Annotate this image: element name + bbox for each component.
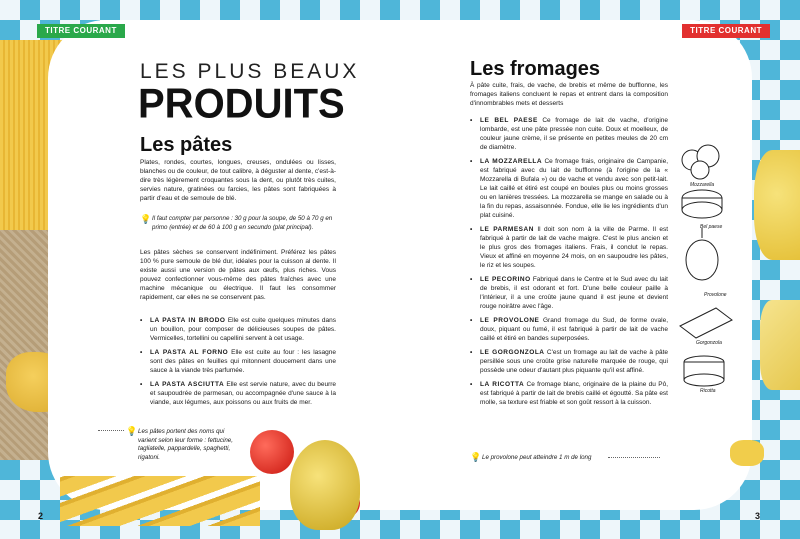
tip-divider — [608, 457, 660, 458]
olive-oil-illustration — [290, 440, 360, 530]
pasta-portion-tip: Il faut compter par personne : 30 g pour la soupe, de 50 à 70 g en primo (entrée) et de 60 à 100 g en secundo (plat principal). — [152, 215, 333, 231]
tomato-illustration — [250, 430, 294, 474]
list-item: • LA PASTA IN BRODO Elle est cuite quelques minutes dans un bouillon, pour composer de délicieuses soupes de pâtes. Vermicelles, tortellini ou capellini servent à cet usage. — [140, 316, 336, 343]
cheese-label-gorgonzola: Gorgonzola — [696, 340, 722, 346]
gorgonzola-sketch — [680, 308, 732, 338]
list-item: • LE PECORINO Fabriqué dans le Centre et le Sud avec du lait de brebis, il est odorant et fort. D'une belle couleur paille à l'intérieur, il a une croûte jaune quand il est jeune et devient rouge noirâtre avec l'âge. — [470, 275, 668, 311]
page-number-right: 3 — [754, 511, 760, 521]
running-title-right: TITRE COURANT — [682, 24, 770, 38]
cheese-label-ricotta: Ricotta — [700, 388, 716, 394]
page-title: PRODUITS — [138, 80, 345, 128]
cheese-sketches — [676, 140, 736, 410]
section-title-cheese: Les fromages — [470, 58, 601, 80]
list-item: • LE PARMESAN Il doit son nom à la ville de Parme. Il est fabriqué à partir de lait de vache maigre. C'est le plus ancien et le plus gros des fromages italiens. Frais, il conclut le repas. Vieux et affiné en moyenne 24 mois, on en saupoudre les pâtes, le riz et les soupes. — [470, 225, 668, 270]
list-item: • LA PASTA AL FORNO Elle est cuite au four : les lasagne sont des pâtes en feuilles qui mitonnent doucement dans une sauce à la viande très parfumée. — [140, 348, 336, 375]
bel-paese-sketch — [682, 190, 722, 218]
cheese-label-provolone: Provolone — [704, 292, 727, 298]
cheese-slice-illustration — [760, 300, 800, 390]
provolone-tip: Le provolone peut atteindre 1 m de long — [482, 454, 592, 461]
pasta-intro: Plates, rondes, courtes, longues, creuses, ondulées ou lisses, blanches ou de couleur, de tout calibre, à déguster al dente, c'est-à-dire très légèrement croquantes sous la dent, ou plutôt très cuites, servies nature, gratinées ou farcies, les pâtes sont fabriquées à partir d'eau et de semoule de blé. — [140, 159, 336, 202]
cheese-label-mozzarella: Mozzarella — [690, 182, 715, 188]
list-item: • LE PROVOLONE Grand fromage du Sud, de forme ovale, doux, piquant ou fumé, il est fabriqué à partir de lait de vache caillé et étiré en bandes superposées. — [470, 316, 668, 343]
list-item: • LA MOZZARELLA Ce fromage frais, originaire de Campanie, est fabriqué avec du lait de bufflonne (à l'origine de la « Mozzarella di Bufala ») ou de vache et vendu avec son petit-lait. Le lait caillé et étiré est coupé en boules plus ou moins grosses ou en lanières tressées. La mozzarella se mange en salade ou à la fin du repas, assaisonnée. Fondue, elle lie les ingrédients d'un plat cuisiné. — [470, 157, 668, 220]
cheese-label-bel-paese: Bel paese — [700, 224, 723, 230]
running-title-left: TITRE COURANT — [37, 24, 125, 38]
cheese-list — [470, 116, 668, 412]
mozzarella-sketch — [682, 145, 719, 179]
pasta-types-list — [140, 316, 336, 412]
pasta-names-tip: Les pâtes portent des noms qui varient selon leur forme : fettucine, tagliatelle, pappardelle, spaghetti, rigatoni. — [138, 428, 233, 461]
parmesan-wedge-illustration — [754, 150, 800, 260]
list-item: • LA RICOTTA Ce fromage blanc, originaire de la plaine du Pô, est fabriqué à partir de lait de brebis caillé et égoutté. Sa pâte est molle, sa texture est friable et son goût ressort à la cuisson. — [470, 380, 668, 407]
lightbulb-icon: 💡 — [126, 426, 138, 436]
lightbulb-icon: 💡 — [140, 214, 152, 224]
penne-illustration — [60, 476, 260, 526]
provolone-sketch — [686, 228, 718, 280]
page-kicker: LES PLUS BEAUX — [140, 60, 360, 83]
list-item: • LE BEL PAESE Ce fromage de lait de vache, d'origine lombarde, est une pâte pressée non cuite. Doux et moelleux, de couleur jaune crème, il se présente en petites meules de 20 cm de diamètre. — [470, 116, 668, 152]
ricotta-sketch — [684, 356, 724, 386]
section-title-pasta: Les pâtes — [140, 134, 233, 156]
cheese-cube-illustration — [730, 440, 764, 466]
tip-divider — [98, 430, 124, 431]
list-item: • LA PASTA ASCIUTTA Elle est servie nature, avec du beurre et saupoudrée de parmesan, ou accompagnée d'une sauce à la viande, aux légumes, aux poissons ou aux fruits de mer. — [140, 380, 336, 407]
list-item: • LE GORGONZOLA C'est un fromage au lait de vache à pâte persillée sous une croûte grise naturelle marquée de rouge, qui possède une odeur d'autant plus piquante qu'il est affiné. — [470, 348, 668, 375]
page-number-left: 2 — [38, 511, 44, 521]
lightbulb-icon: 💡 — [470, 452, 482, 462]
pasta-storage-text: Les pâtes sèches se conservent indéfiniment. Préférez les pâtes 100 % pure semoule de blé dur, idéales pour la cuisson al dente. Il existe aussi une version de pâtes aux œufs, plus riches. Vous pouvez confectionner vous-même des pâtes fraîches avec une machine mécanique ou électrique. Il faut les consommer rapidement, car elles ne se conservent pas. — [140, 249, 336, 301]
cheese-intro: À pâte cuite, frais, de vache, de brebis et même de bufflonne, les fromages italiens concluent le repas et entrent dans la composition d'innombrables mets et desserts — [470, 82, 668, 107]
